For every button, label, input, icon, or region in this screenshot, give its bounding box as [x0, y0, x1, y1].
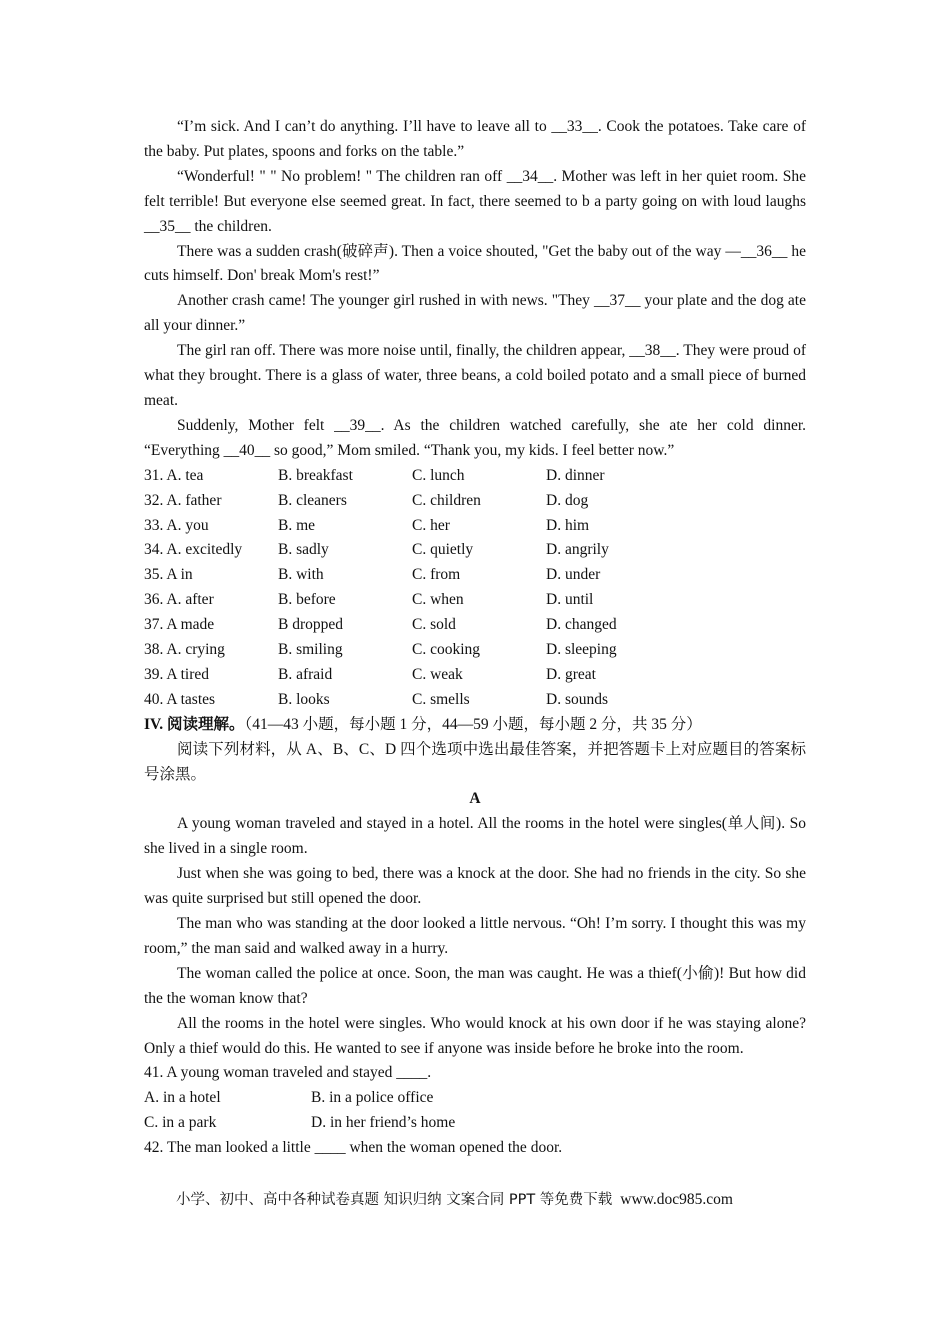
question-42: 42. The man looked a little ____ when the woman opened the door.	[144, 1139, 563, 1157]
cloze-options	[144, 464, 806, 713]
paragraph: The woman called the police at once. Soon, the man was caught. He was a thief(小偷)! But how did the the woman know that?	[144, 964, 806, 1007]
option: C. her	[412, 516, 450, 534]
paragraph: “Wonderful! " " No problem! " The children ran off __34__. Mother was left in her quiet room. She felt terrible! But everyone else seemed great. In fact, there seemed to b a party going on with loud laughs __35__ the children.	[144, 167, 806, 235]
option: D. until	[546, 591, 594, 609]
option: D. sleeping	[546, 641, 617, 659]
paragraph: There was a sudden crash(破碎声). Then a voice shouted, "Get the baby out of the way —__36__ he cuts himself. Don' break Mom's rest!”	[144, 242, 806, 285]
option-row	[144, 563, 806, 588]
section-instruction: 阅读下列材料，从 A、B、C、D 四个选项中选出最佳答案，并把答题卡上对应题目的答案标号涂黑。	[144, 740, 806, 783]
option-row	[144, 663, 806, 688]
option-row	[144, 514, 806, 539]
footer-text: 小学、初中、高中各种试卷真题 知识归纳 文案合同 PPT 等免费下载	[176, 1192, 613, 1208]
option-row	[144, 588, 806, 613]
option: B. with	[278, 566, 324, 584]
option: 38. A. crying	[144, 641, 225, 659]
option-row	[144, 1086, 806, 1111]
option: D. dog	[546, 491, 589, 509]
option: C. sold	[412, 616, 456, 634]
option: B. breakfast	[278, 466, 353, 484]
paragraph: All the rooms in the hotel were singles. Who would knock at his own door if he was staying alone? Only a thief would do this. He wanted to see if anyone was inside before he broke into the room.	[144, 1014, 806, 1057]
section-note: （41—43 小题，每小题 1 分，44—59 小题，每小题 2 分，共 35 分）	[244, 715, 702, 733]
option: D. sounds	[546, 690, 609, 708]
option: D. in her friend’s home	[311, 1114, 456, 1132]
option: D. great	[546, 665, 596, 683]
option: 39. A tired	[144, 665, 210, 683]
option: 40. A tastes	[144, 690, 216, 708]
option: D. angrily	[546, 541, 609, 559]
option-row	[144, 538, 806, 563]
option-row	[144, 1111, 806, 1136]
option: D. him	[546, 516, 590, 534]
document-page	[144, 115, 806, 1161]
option: B. smiling	[278, 641, 343, 659]
footer-link[interactable]: www.doc985.com	[620, 1191, 733, 1208]
option: C. from	[412, 566, 461, 584]
option: B. before	[278, 591, 336, 609]
option: B. looks	[278, 690, 330, 708]
option: B. cleaners	[278, 491, 347, 509]
paragraph: “I’m sick. And I can’t do anything. I’ll have to leave all to __33__. Cook the potatoes. Take care of the baby. Put plates, spoons and forks on the table.”	[144, 118, 806, 160]
option: 32. A. father	[144, 491, 222, 509]
paragraph: A young woman traveled and stayed in a hotel. All the rooms in the hotel were singles(单人间). So she lived in a single room.	[144, 815, 806, 858]
option: 36. A. after	[144, 591, 214, 609]
option-row	[144, 489, 806, 514]
paragraph: Just when she was going to bed, there was a knock at the door. She had no friends in the city. So she was quite surprised but still opened the door.	[144, 865, 806, 908]
option: B. in a police office	[311, 1089, 434, 1107]
option-row	[144, 613, 806, 638]
option: D. dinner	[546, 466, 605, 484]
option: A. in a hotel	[144, 1089, 221, 1107]
option: B dropped	[278, 616, 344, 634]
option: C. children	[412, 491, 481, 509]
option-row	[144, 688, 806, 713]
option: C. quietly	[412, 541, 474, 559]
paragraph: The man who was standing at the door looked a little nervous. “Oh! I’m sorry. I thought this was my room,” the man said and walked away in a hurry.	[144, 915, 806, 957]
option: 35. A in	[144, 566, 193, 584]
paragraph: Suddenly, Mother felt __39__. As the children watched carefully, she ate her cold dinner. “Everything __40__ so good,” Mom smiled. “Thank you, my kids. I feel better now.”	[144, 416, 806, 459]
option: 31. A. tea	[144, 466, 204, 484]
option-row	[144, 464, 806, 489]
option: C. lunch	[412, 466, 465, 484]
paragraph: Another crash came! The younger girl rushed in with news. "They __37__ your plate and the dog ate all your dinner.”	[144, 292, 806, 335]
option-row	[144, 638, 806, 663]
option: 33. A. you	[144, 516, 209, 534]
paragraph: The girl ran off. There was more noise until, finally, the children appear, __38__. They were proud of what they brought. There is a glass of water, three beans, a cold boiled potato and a small piece of burned meat.	[144, 342, 806, 409]
question-41: 41. A young woman traveled and stayed ____.	[144, 1064, 432, 1082]
option: D. under	[546, 566, 601, 584]
option: 34. A. excitedly	[144, 541, 243, 559]
page-footer	[176, 1188, 816, 1209]
option: B. me	[278, 516, 316, 534]
option: C. smells	[412, 690, 470, 708]
section-title: IV. 阅读理解。	[144, 715, 245, 733]
option: B. afraid	[278, 665, 333, 683]
option: C. weak	[412, 665, 463, 683]
option: D. changed	[546, 616, 617, 634]
option: 37. A made	[144, 616, 215, 634]
option: C. when	[412, 591, 464, 609]
option: B. sadly	[278, 541, 329, 559]
passage-label: A	[469, 790, 481, 808]
section-heading	[144, 713, 806, 738]
option: C. cooking	[412, 641, 481, 659]
option: C. in a park	[144, 1114, 217, 1132]
